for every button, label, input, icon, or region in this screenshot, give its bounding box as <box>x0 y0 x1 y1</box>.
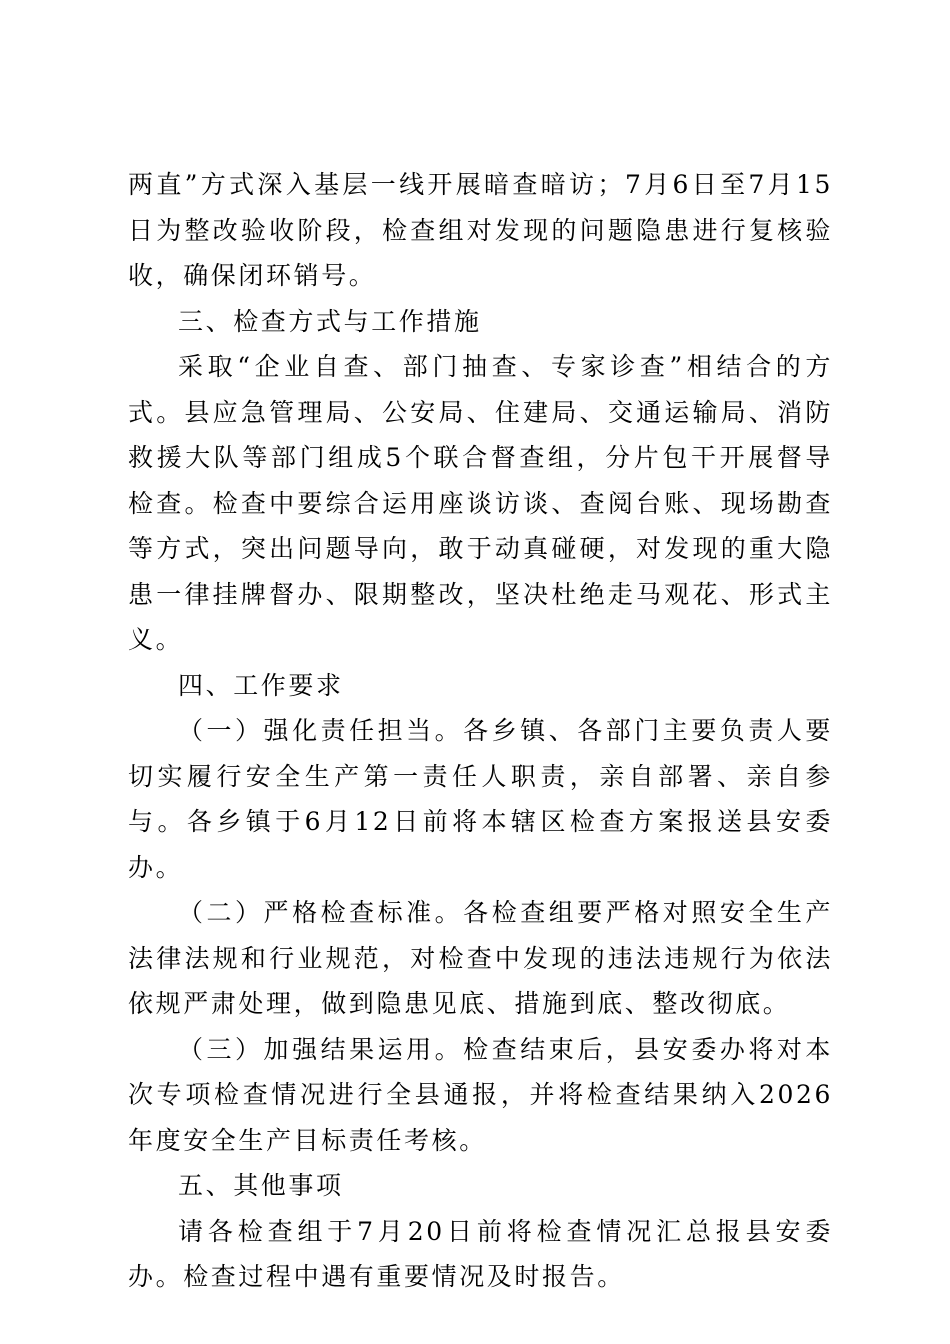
paragraph-continuation: 两直”方式深入基层一线开展暗查暗访；7月6日至7月15日为整改验收阶段，检查组对发现的问题隐患进行复核验收，确保闭环销号。 <box>128 170 833 290</box>
section-heading-other-matters: 五、其他事项 <box>178 1171 344 1200</box>
paragraph-requirement-responsibility: （一）强化责任担当。各乡镇、各部门主要负责人要切实履行安全生产第一责任人职责，亲自部署、亲自参与。各乡镇于6月12日前将本辖区检查方案报送县安委办。 <box>128 716 833 882</box>
section-heading-work-requirements: 四、工作要求 <box>178 670 344 700</box>
paragraph-requirement-standards: （二）严格检查标准。各检查组要严格对照安全生产法律法规和行业规范，对检查中发现的违法违规行为依法依规严肃处理，做到隐患见底、措施到底、整改彻底。 <box>128 898 833 1018</box>
section-heading-inspection-methods: 三、检查方式与工作措施 <box>178 306 482 336</box>
document-body <box>128 162 833 1300</box>
paragraph-other-matters: 请各检查组于7月20日前将检查情况汇总报县安委办。检查过程中遇有重要情况及时报告。 <box>128 1216 833 1291</box>
paragraph-requirement-results: （三）加强结果运用。检查结束后，县安委办将对本次专项检查情况进行全县通报，并将检查结果纳入2026年度安全生产目标责任考核。 <box>128 1034 833 1155</box>
paragraph-inspection-methods: 采取“企业自查、部门抽查、专家诊查”相结合的方式。县应急管理局、公安局、住建局、交通运输局、消防救援大队等部门组成5个联合督查组，分片包干开展督导检查。检查中要综合运用座谈访谈、查阅台账、现场勘查等方式，突出问题导向，敢于动真碰硬，对发现的重大隐患一律挂牌督办、限期整改，坚决杜绝走马观花、形式主义。 <box>128 352 833 654</box>
